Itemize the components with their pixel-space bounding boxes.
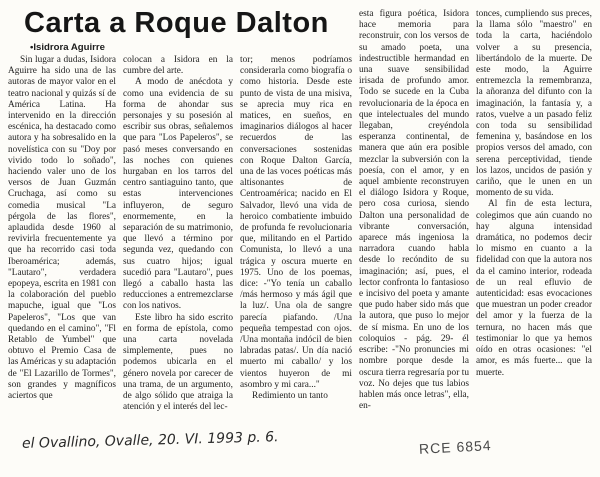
paragraph: Al fin de esta lectura, colegimos que aún cuando no hay alguna intensidad dramática, no podemos decir lo mismo en cuanto a la fidelidad con que la autora nos da el camino interior, rodeada de un real efluvio de autenticidad: esas evocaciones que muestran un poder creador del amor y la fuerza de la ternura, no hacen más que testimoniar lo que ya hemos oído en otras ocasiones: "el amor, es más fuerte... que la muerte. <box>476 199 592 378</box>
paragraph: Sin lugar a dudas, Isidora Aguirre ha sido una de las autoras de mayor valor en el teatro nacional y quizás sí de América Latina. Ha intervenido en la dirección escénica, ha destacado como autora y ha sobresalido en la novelística con su "Doy por vivido todo lo soñado", haciendo valer uno de los versos de Juan Guzmán Cruchaga, así como su comedia musical "La pérgola de las flores", aplaudida desde 1960 al revivirla frecuentemente ya que ha recorrido casi toda Iberoamérica; además, "Lautaro", verdadera epopeya, escrita en 1981 con la colaboración del pueblo mapuche, igual que "Los Papeleros", "Los que van quedando en el camino", "Fl Retablo de Yumbel" que obtuvo el Premio Casa de las Américas y su adaptación de "El Lazarillo de Tormes", son grandes y magníficos aciertos que <box>8 55 116 402</box>
text-column-5 <box>476 9 592 452</box>
paragraph: tor; menos podríamos considerarla como biografía o como historia. Desde este punto de vista de una misiva, se aprecia muy rica en matices, en sueños, en imaginarios diálogos al hacer recuerdos de las conversaciones sostenidas con Roque Dalton García, una de las voces poéticas más altisonantes de Centroamérica; nacido en El Salvador, llevó una vida de heroico combatiente imbuido de profunda fe revolucionaria que, militando en el Partido Comunista, lo llevó a una trágica y oscura muerte en 1975. Uno de los poemas, dice: -"Yo tenía un caballo /más hermoso y más ágil que la luz/. Una ola de sangre parecía piafando. /Una pequeña tempestad con ojos. /Una montaña indócil de bien labradas patas/. Un día nació muerto mi caballo/ y los vientos huyeron de mi asombro y mi cara..." <box>240 55 352 390</box>
text-column-1 <box>8 55 116 452</box>
text-column-3 <box>240 55 352 452</box>
paragraph: Este libro ha sido escrito en forma de epístola, como una carta novelada simplemente, pues no podemos ubicarla en el género novela por carecer de una trama, de un argumento, de algo sólido que atraiga la atención y el interés del lec- <box>123 312 233 413</box>
article-title: Carta a Roque Dalton <box>24 7 329 39</box>
handwritten-source-note: el Ovallino, Ovalle, 20. VI. 1993 p. 6. <box>18 429 283 452</box>
catalog-stamp: RCE 6854 <box>416 437 495 457</box>
paragraph: tonces, cumpliendo sus preces, la llama sólo "maestro" en toda la carta, haciéndolo volver a su presencia, libertándolo de la muerte. De este modo, la Aguirre entremezcla la remembranza, la añoranza del difunto con la imaginación, la fantasía y, a ratos, vuelve a un pasado feliz con toda su sensibilidad femenina y, basándose en los propios versos del amado, con serena perceptividad, tiende los lazos, uncidos de pasión y cariño, que le unen en un momento de su vida. <box>476 9 592 199</box>
text-column-4 <box>359 9 469 452</box>
paragraph: colocan a Isidora en la cumbre del arte. <box>123 55 233 77</box>
article-byline: •Isidrora Aguirre <box>30 42 105 53</box>
text-column-2 <box>123 55 233 452</box>
paragraph: esta figura poética, Isidora hace memoria para reconstruir, con los versos de su amado poeta, una indestructible hermandad en una suave sensibilidad irisada de profundo amor. Todo se sucede en la Cuba revolucionaria de la época en que intelectuales del mundo llegaban, creyéndola esperanza continental, de manera que aún era posible mezclar la subversión con la poesía, con el amor, y en aquel ambiente reconstruyen el diálogo Isidora y Roque, pero cosa curiosa, siendo Dalton una personalidad de vibrante conversación, aparece más ingeniosa la narradora cuando habla desde lo recóndito de su imaginación; así, pues, el lector confronta lo fantasioso e incisivo del poeta y amante que pudo haber sido más que la autora, que puso lo mejor de sí misma. En uno de los coloquios - pág. 29- él escribe: -"No pronuncies mi nombre porque desde la oscura tierra regresaría por tu voz. No dejes que tus labios hablen más once letras", ella, en- <box>359 9 469 412</box>
paragraph: Redimiento un tanto <box>252 391 328 402</box>
paragraph: A modo de anécdota y como una evidencia de su forma de ahondar sus personajes y su posesión al escribir sus obras, señalemos que para "Los Papeleros", se pasó meses conversando en las noches con quienes hurgaban en los tarros del centro santiaguino tanto, que estas intervenciones influyeron, de seguro enormemente, en la separación de su matrimonio, que llevó a término por segunda vez, quedando con sus cuatro hijos; igual sucedió para "Lautaro", pues llegó a caballo hasta las reducciones a entremezclarse con los nativos. <box>123 77 233 312</box>
